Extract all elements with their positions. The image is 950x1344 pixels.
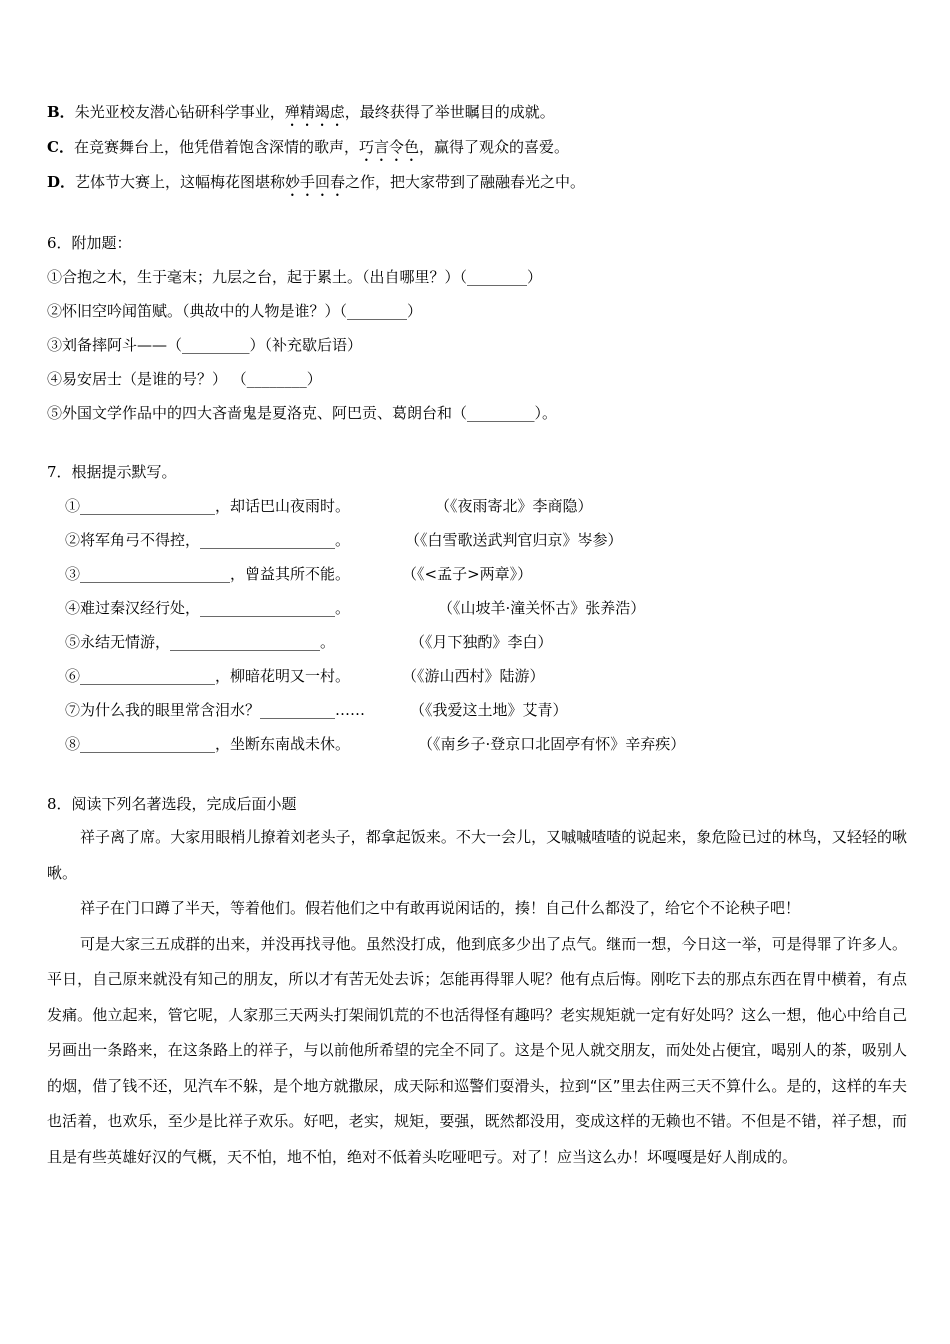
option-b-text-pre: 朱光亚校友潜心钻研科学事业，: [74, 103, 285, 121]
option-b-text-post: ，最终获得了举世瞩目的成就。: [344, 103, 555, 121]
q7-source-3: （《<孟子>两章》）: [402, 565, 533, 583]
q7-source-7: （《我爱这土地》艾青）: [410, 701, 568, 719]
q6-item-1: ①合抱之木，生于毫末；九层之台，起于累土。（出自哪里？）（________）: [47, 268, 543, 286]
q8-title: 8．阅读下列名著选段，完成后面小题: [47, 795, 297, 813]
q7-item-5: ⑤永结无情游，____________________。: [65, 633, 336, 651]
q6-item-3: ③刘备摔阿斗——（_________）（补充歇后语）: [47, 336, 363, 354]
q7-item-2: ②将军角弓不得控，__________________。: [65, 531, 351, 549]
q7-source-6: （《游山西村》陆游）: [402, 667, 545, 685]
option-b-label: B．: [47, 103, 75, 121]
q7-item-3: ③____________________，曾益其所不能。: [65, 565, 351, 583]
option-d-text-post: 之作，把大家带到了融融春光之中。: [345, 173, 586, 191]
q6-item-2: ②怀旧空吟闻笛赋。（典故中的人物是谁？）（________）: [47, 302, 423, 320]
q8-paragraph-3: 可是大家三五成群的出来，并没再找寻他。虽然没打成，他到底多少出了点气。继而一想，今日这一举，可是得罪了许多人。平日，自己原来就没有知己的朋友，所以才有苦无处去诉；怎能再得罪人呢？他有点后悔。刚吃下去的那点东西在胃中横着，有点发痛。他立起来，管它呢，人家那三天两头打架闹饥荒的不也活得怪有趣吗？老实规矩就一定有好处吗？这么一想，他心中给自己另画出一条路来，在这条路上的祥子，与以前他所希望的完全不同了。这是个见人就交朋友，而处处占便宜，喝别人的茶，吸别人的烟，借了钱不还，见汽车不躲，是个地方就撒尿，成天际和巡警们耍滑头，拉到“区”里去住两三天不算什么。是的，这样的车夫也活着，也欢乐，至少是比祥子欢乐。好吧，老实，规矩，要强，既然都没用，变成这样的无赖也不错。不但是不错，祥子想，而且是有些英雄好汉的气概，天不怕，地不怕，绝对不低着头吃哑吧亏。对了！应当这么办！坏嘎嘎是好人削成的。: [47, 934, 907, 1166]
q7-item-6: ⑥__________________，柳暗花明又一村。: [65, 667, 351, 685]
q8-paragraph-1: 祥子离了席。大家用眼梢儿撩着刘老头子，都拿起饭来。不大一会儿，又嘁嘁喳喳的说起来，象危险已过的林鸟，又轻轻的啾啾。: [47, 828, 907, 882]
option-c-text-pre: 在竞赛舞台上，他凭借着饱含深情的歌声，: [73, 138, 359, 156]
option-d-idiom: 妙手回春: [285, 173, 346, 191]
option-c-text-post: ，赢得了观众的喜爱。: [418, 138, 569, 156]
q7-source-2: （《白雪歌送武判官归京》岑参）: [405, 531, 623, 549]
q7-source-4: （《山坡羊·潼关怀古》张养浩）: [438, 599, 646, 617]
q7-item-8: ⑧__________________，坐断东南战未休。: [65, 735, 351, 753]
q7-item-1: ①__________________，却话巴山夜雨时。: [65, 497, 351, 515]
q6-item-4: ④易安居士（是谁的号？） （________）: [47, 370, 322, 388]
option-c-label: C．: [47, 138, 74, 156]
q7-source-5: （《月下独酌》李白）: [410, 633, 553, 651]
option-b: [47, 102, 555, 130]
q7-title: 7．根据提示默写。: [47, 463, 177, 481]
option-d: [47, 172, 585, 200]
option-d-text-pre: 艺体节大赛上，这幅梅花图堪称: [75, 173, 286, 191]
q7-item-4: ④难过秦汉经行处，__________________。: [65, 599, 351, 617]
option-d-label: D．: [47, 173, 76, 191]
q6-item-5: ⑤外国文学作品中的四大吝啬鬼是夏洛克、阿巴贡、葛朗台和（_________）。: [47, 404, 558, 422]
option-b-idiom: 殚精竭虑: [284, 103, 345, 121]
option-c-idiom: 巧言令色: [358, 138, 419, 156]
option-c: [47, 137, 569, 165]
q7-item-7: ⑦为什么我的眼里常含泪水？__________……: [65, 701, 366, 719]
q7-source-1: （《夜雨寄北》李商隐）: [435, 497, 593, 515]
q7-source-8: （《南乡子·登京口北固亭有怀》辛弃疾）: [418, 735, 686, 753]
q6-title: 6．附加题：: [47, 234, 132, 252]
q8-passage: [47, 820, 907, 1175]
q8-paragraph-2: 祥子在门口蹲了半天，等着他们。假若他们之中有敢再说闲话的，揍！自己什么都没了，给它个不论秧子吧！: [80, 899, 801, 917]
